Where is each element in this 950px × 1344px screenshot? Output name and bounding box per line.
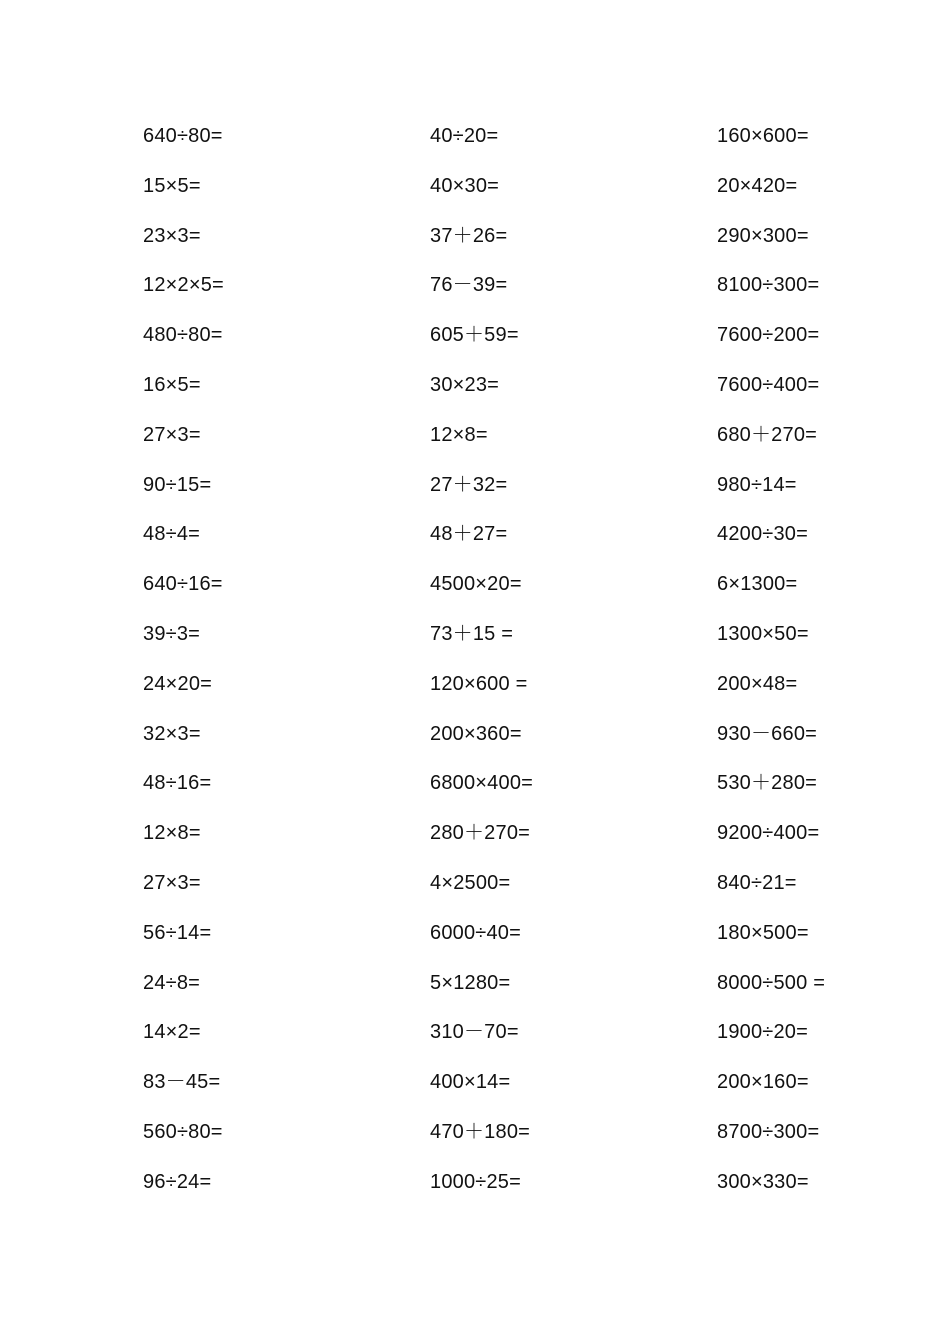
arithmetic-problem: 300×330=: [717, 1170, 809, 1193]
arithmetic-problem: 6×1300=: [717, 573, 798, 596]
arithmetic-problem: 530＋280=: [717, 772, 818, 795]
arithmetic-problem: 8000÷500 =: [717, 971, 826, 994]
arithmetic-problem: 20×420=: [717, 174, 798, 197]
arithmetic-problem: 48÷4=: [143, 523, 201, 546]
arithmetic-problem: 48÷16=: [143, 772, 212, 795]
arithmetic-problem: 200×160=: [717, 1071, 809, 1094]
arithmetic-problem: 7600÷200=: [717, 324, 820, 347]
arithmetic-problem: 24×20=: [143, 672, 213, 695]
arithmetic-problem: 73＋15 =: [430, 622, 514, 645]
arithmetic-problem: 12×8=: [430, 423, 488, 446]
arithmetic-problem: 8700÷300=: [717, 1120, 820, 1143]
arithmetic-problem: 40×30=: [430, 174, 500, 197]
arithmetic-problem: 9200÷400=: [717, 822, 820, 845]
arithmetic-problem: 480÷80=: [143, 324, 223, 347]
arithmetic-problem: 27×3=: [143, 871, 201, 894]
problem-column-3: [717, 123, 950, 1219]
arithmetic-problem: 280＋270=: [430, 822, 531, 845]
arithmetic-problem: 605＋59=: [430, 324, 519, 347]
arithmetic-problem: 76－39=: [430, 274, 508, 297]
arithmetic-problem: 48＋27=: [430, 523, 508, 546]
arithmetic-problem: 6000÷40=: [430, 921, 521, 944]
arithmetic-problem: 1900÷20=: [717, 1021, 808, 1044]
arithmetic-problem: 15×5=: [143, 174, 201, 197]
arithmetic-problem: 30×23=: [430, 373, 500, 396]
arithmetic-problem: 4×2500=: [430, 871, 511, 894]
arithmetic-problem: 40÷20=: [430, 125, 499, 147]
arithmetic-problem: 980÷14=: [717, 473, 797, 496]
arithmetic-problem: 7600÷400=: [717, 373, 820, 396]
arithmetic-problem: 180×500=: [717, 921, 809, 944]
arithmetic-problem: 96÷24=: [143, 1170, 212, 1193]
arithmetic-problem: 640÷80=: [143, 125, 223, 147]
arithmetic-problem: 56÷14=: [143, 921, 212, 944]
arithmetic-problem: 200×360=: [430, 722, 522, 745]
arithmetic-problem: 290×300=: [717, 224, 809, 247]
arithmetic-problem: 90÷15=: [143, 473, 212, 496]
arithmetic-problem: 840÷21=: [717, 871, 797, 894]
arithmetic-problem: 1300×50=: [717, 622, 809, 645]
arithmetic-problem: 6800×400=: [430, 772, 534, 795]
arithmetic-problem: 4500×20=: [430, 573, 522, 596]
problem-column-1: [143, 123, 383, 1219]
arithmetic-problem: 12×2×5=: [143, 274, 224, 297]
arithmetic-problem: 32×3=: [143, 722, 201, 745]
arithmetic-problem: 27＋32=: [430, 473, 508, 496]
arithmetic-problem: 930－660=: [717, 722, 818, 745]
arithmetic-problem: 4200÷30=: [717, 523, 808, 546]
arithmetic-problem: 120×600 =: [430, 672, 528, 695]
arithmetic-problem: 160×600=: [717, 125, 809, 147]
arithmetic-problem: 5×1280=: [430, 971, 511, 994]
arithmetic-problem: 83－45=: [143, 1071, 221, 1094]
arithmetic-problem: 310－70=: [430, 1021, 519, 1044]
arithmetic-problem: 12×8=: [143, 822, 201, 845]
arithmetic-problem: 680＋270=: [717, 423, 818, 446]
problem-column-2: [430, 123, 670, 1219]
arithmetic-problem: 16×5=: [143, 373, 201, 396]
arithmetic-problem: 23×3=: [143, 224, 201, 247]
arithmetic-problem: 27×3=: [143, 423, 201, 446]
arithmetic-problem: 1000÷25=: [430, 1170, 521, 1193]
arithmetic-problem: 39÷3=: [143, 622, 201, 645]
arithmetic-problem: 14×2=: [143, 1021, 201, 1044]
arithmetic-problem: 24÷8=: [143, 971, 201, 994]
arithmetic-problem: 400×14=: [430, 1071, 511, 1094]
arithmetic-problem: 200×48=: [717, 672, 798, 695]
arithmetic-problem: 640÷16=: [143, 573, 223, 596]
arithmetic-problem: 470＋180=: [430, 1120, 531, 1143]
arithmetic-problem: 8100÷300=: [717, 274, 820, 297]
arithmetic-problem: 560÷80=: [143, 1120, 223, 1143]
arithmetic-problem: 37＋26=: [430, 224, 508, 247]
